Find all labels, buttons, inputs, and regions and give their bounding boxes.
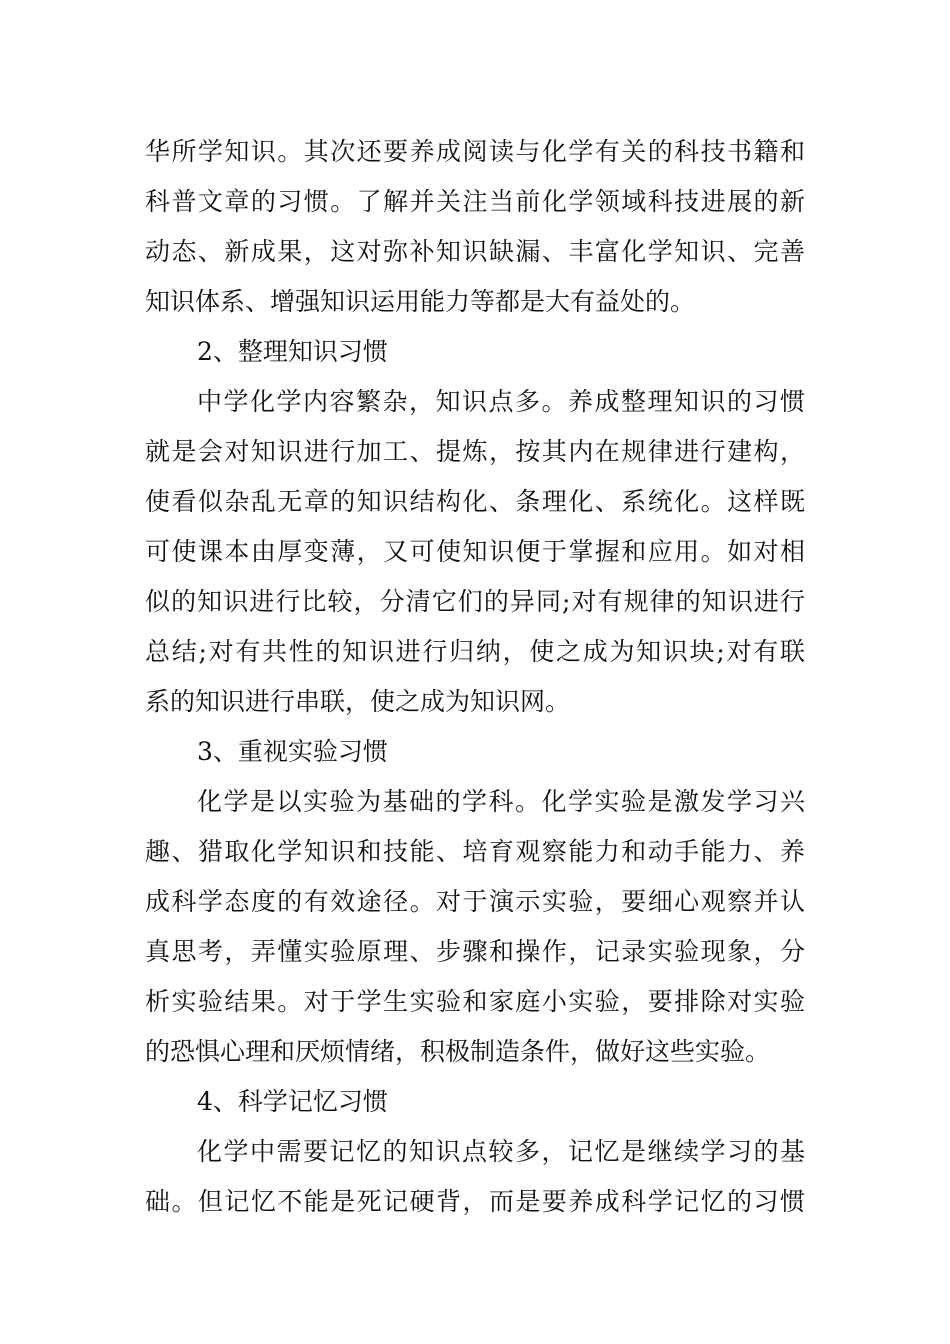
paragraph-line: 总结;对有共性的知识进行归纳，使之成为知识块;对有联 [145,637,805,666]
paragraph-line: 的恐惧心理和厌烦情绪，积极制造条件，做好这些实验。 [145,1037,771,1066]
paragraph-line: 中学化学内容繁杂，知识点多。养成整理知识的习惯 [197,387,805,416]
document-page [145,127,805,1227]
paragraph-line: 似的知识进行比较，分清它们的异同;对有规律的知识进行 [145,587,805,616]
paragraph-line: 科普文章的习惯。了解并关注当前化学领域科技进展的新 [145,187,805,216]
section-heading-2: 2、整理知识习惯 [197,337,388,366]
section-heading-3: 3、重视实验习惯 [197,737,388,766]
paragraph-line: 就是会对知识进行加工、提炼，按其内在规律进行建构， [145,437,805,466]
paragraph-line: 化学是以实验为基础的学科。化学实验是激发学习兴 [197,787,805,816]
paragraph-line: 真思考，弄懂实验原理、步骤和操作，记录实验现象，分 [145,937,805,966]
paragraph-line: 华所学知识。其次还要养成阅读与化学有关的科技书籍和 [145,137,805,166]
paragraph-line: 趣、猎取化学知识和技能、培育观察能力和动手能力、养 [145,837,805,866]
paragraph-line: 成科学态度的有效途径。对于演示实验，要细心观察并认 [145,887,805,916]
paragraph-line: 使看似杂乱无章的知识结构化、条理化、系统化。这样既 [145,487,805,516]
paragraph-line: 化学中需要记忆的知识点较多，记忆是继续学习的基 [197,1137,805,1166]
paragraph-line: 知识体系、增强知识运用能力等都是大有益处的。 [145,287,696,316]
paragraph-line: 动态、新成果，这对弥补知识缺漏、丰富化学知识、完善 [145,237,805,266]
paragraph-line: 系的知识进行串联，使之成为知识网。 [145,687,571,716]
paragraph-line: 础。但记忆不能是死记硬背，而是要养成科学记忆的习惯 [145,1187,805,1216]
paragraph-line: 可使课本由厚变薄，又可使知识便于掌握和应用。如对相 [145,537,805,566]
section-heading-4: 4、科学记忆习惯 [197,1087,388,1116]
paragraph-line: 析实验结果。对于学生实验和家庭小实验，要排除对实验 [145,987,805,1016]
